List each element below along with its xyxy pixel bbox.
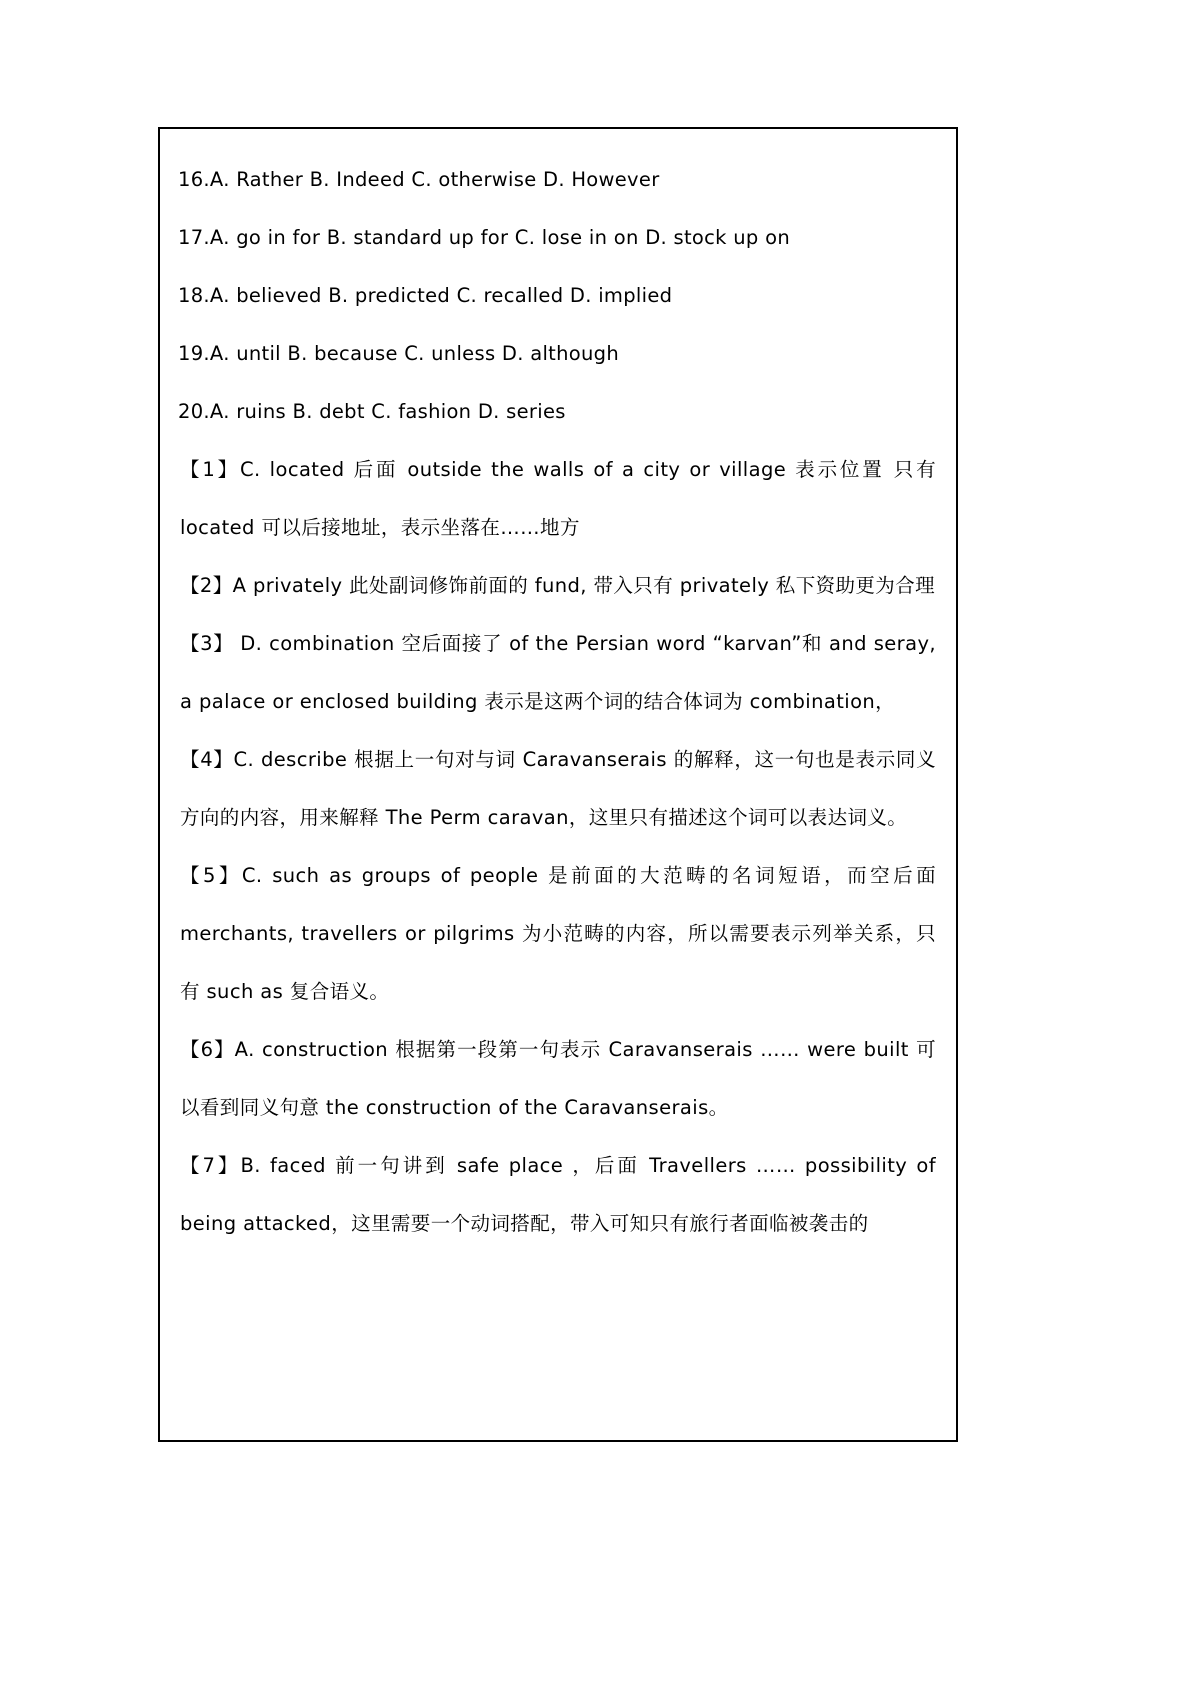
- question-item-17: 17.A. go in for B. standard up for C. lose in on D. stock up on: [178, 226, 790, 249]
- question-item-16: 16.A. Rather B. Indeed C. otherwise D. However: [178, 168, 660, 191]
- explanation-item-6: 【6】A. construction 根据第一段第一句表示 Caravanserais …… were built 可以看到同义句意 the construction of the Caravanserais。: [180, 1038, 936, 1119]
- explanation-item-2: 【2】A privately 此处副词修饰前面的 fund, 带入只有 privately 私下资助更为合理: [180, 574, 936, 597]
- explanation-item-7: 【7】B. faced 前一句讲到 safe place ，后面 Travellers …… possibility of being attacked，这里需要一个动词搭配，带入可知只有旅行者面临被袭击的: [180, 1154, 943, 1235]
- explanation-item-1: 【1】C. located 后面 outside the walls of a city or village 表示位置 只有 located 可以后接地址，表示坐落在……地方: [180, 458, 943, 539]
- question-item-19: 19.A. until B. because C. unless D. although: [178, 342, 620, 365]
- explanation-item-3: 【3】 D. combination 空后面接了 of the Persian word “karvan”和 and seray, a palace or enclosed building 表示是这两个词的结合体词为 combination，: [180, 632, 943, 713]
- explanation-item-5: 【5】C. such as groups of people 是前面的大范畴的名词短语，而空后面 merchants, travellers or pilgrims 为小范畴的内容，所以需要表示列举关系，只有 such as 复合语义。: [180, 864, 943, 1003]
- document-text-frame: [158, 127, 958, 1442]
- explanation-item-4: 【4】C. describe 根据上一句对与词 Caravanserais 的解释，这一句也是表示同义方向的内容，用来解释 The Perm caravan，这里只有描述这个词可以表达词义。: [180, 748, 936, 829]
- question-item-18: 18.A. believed B. predicted C. recalled D. implied: [178, 284, 673, 307]
- question-item-20: 20.A. ruins B. debt C. fashion D. series: [178, 400, 566, 423]
